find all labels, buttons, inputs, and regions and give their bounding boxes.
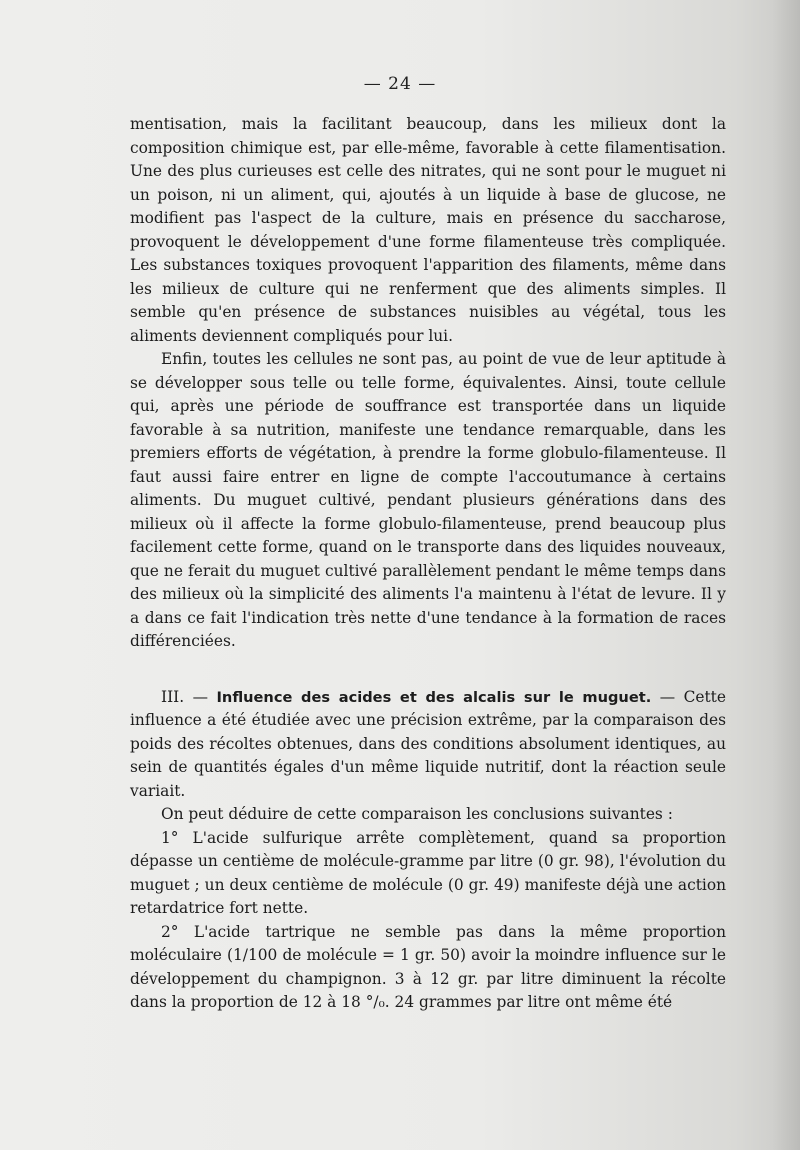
section-dash: — bbox=[659, 687, 676, 706]
page-edge-shadow bbox=[772, 0, 800, 1150]
section-paragraph bbox=[130, 686, 726, 804]
section-number: III. — bbox=[161, 687, 209, 706]
paragraph: Enfin, toutes les cellules ne sont pas, au point de vue de leur aptitude à se développer sous telle ou telle forme, équivalentes. Ainsi, toute cellule qui, après une période de souffrance est transportée dans un liquide favorable à sa nutrition, manifeste une tendance remarquable, dans les premiers efforts de végétation, à prendre la forme globulo-filamenteuse. Il faut aussi faire entrer en ligne de compte l'accoutumance à certains aliments. Du muguet cultivé, pendant plusieurs générations dans des milieux où il affecte la forme globulo-filamenteuse, prend beaucoup plus facilement cette forme, quand on le transporte dans des liquides nouveaux, que ne ferait du muguet cultivé parallèlement pendant le même temps dans des milieux où la simplicité des aliments l'a maintenu à l'état de levure. Il y a dans ce fait l'indication très nette d'une tendance à la formation de races différenciées. bbox=[130, 350, 726, 650]
paragraph: On peut déduire de cette comparaison les conclusions suivantes : bbox=[161, 805, 673, 823]
section-title: Influence des acides et des alcalis sur le muguet. bbox=[216, 688, 652, 706]
paragraph: 1° L'acide sulfurique arrête complètement, quand sa proportion dépasse un centième de molécule-gramme par litre (0 gr. 98), l'évolution du muguet ; un deux centième de molécule (0 gr. 49) manifeste déjà une action retardatrice fort nette. bbox=[130, 828, 726, 917]
paragraph: 2° L'acide tartrique ne semble pas dans la même proportion moléculaire (1/100 de molécule = 1 gr. 50) avoir la moindre influence sur le développement du champignon. 3 à 12 gr. par litre diminuent la récolte dans la proportion de 12 à 18 °/₀. 24 grammes par litre ont même été bbox=[130, 922, 726, 1011]
body-text bbox=[130, 113, 726, 1015]
section-text: Cette influence a été étudiée avec une précision extrême, par la comparaison des poids des récoltes obtenues, dans des conditions absolument identiques, au sein de quantités égales d'un même liquide nutritif, dont la réaction seule variait. bbox=[130, 687, 726, 800]
page-number: — 24 — bbox=[363, 74, 437, 94]
paragraph: mentisation, mais la facilitant beaucoup, dans les milieux dont la composition chimique est, par elle-même, favorable à cette filamentisation. Une des plus curieuses est celle des nitrates, qui ne sont pour le muguet ni un poison, ni un aliment, qui, ajoutés à un liquide à base de glucose, ne modifient pas l'aspect de la culture, mais en présence du saccharose, provoquent le développement d'une forme filamenteuse très compliquée. Les substances toxiques provoquent l'apparition des filaments, même dans les milieux de culture qui ne renferment que des aliments simples. Il semble qu'en présence de substances nuisibles au végétal, tous les aliments deviennent compliqués pour lui. bbox=[130, 115, 726, 345]
